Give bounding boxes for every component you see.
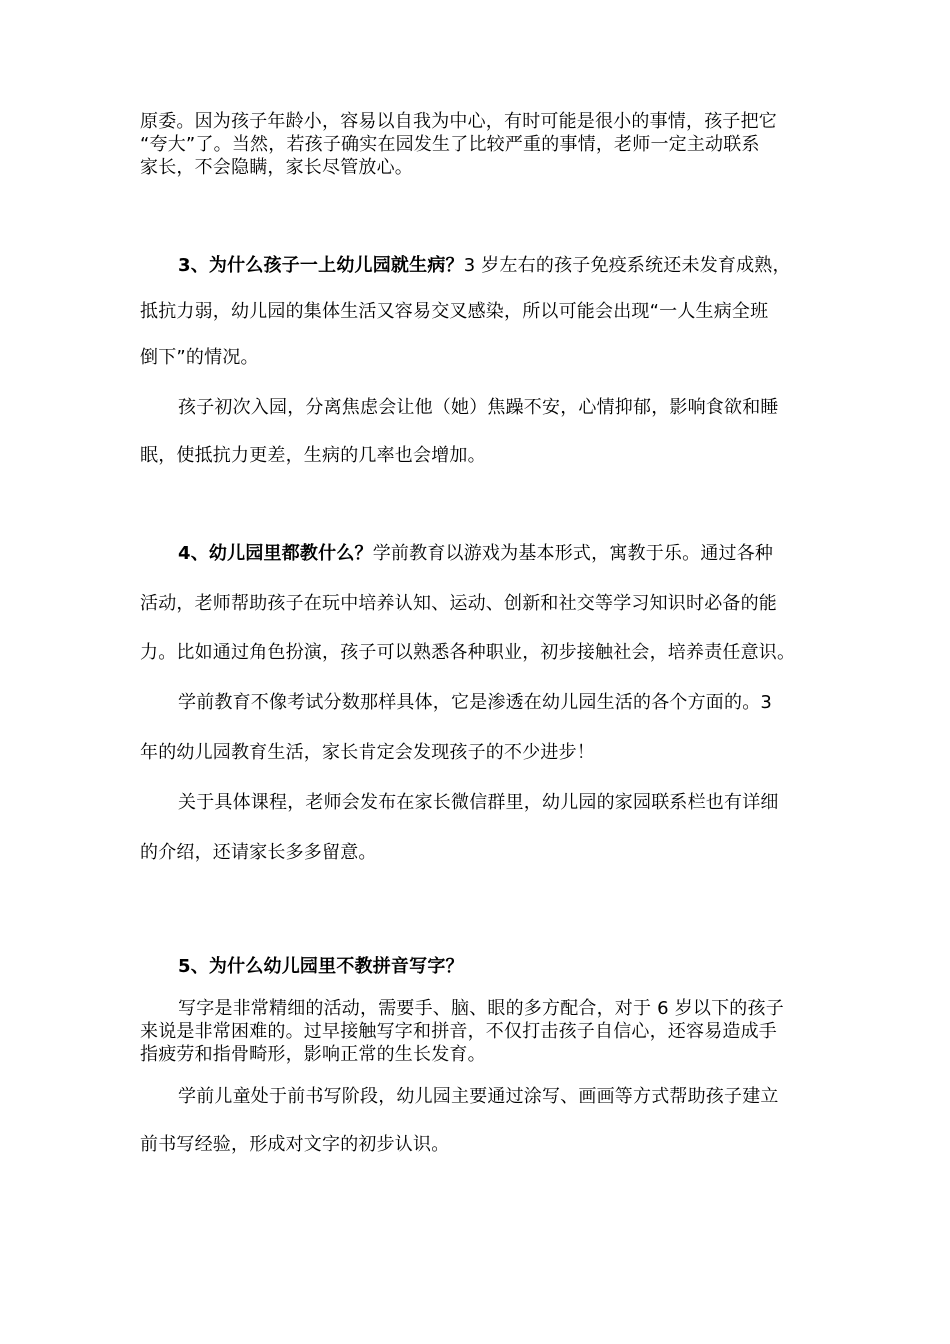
paragraph-line: 的介绍，还请家长多多留意。: [140, 842, 377, 863]
section-5-question: 5、为什么幼儿园里不教拼音写字？: [178, 956, 464, 977]
paragraph-line: 关于具体课程，老师会发布在家长微信群里，幼儿园的家园联系栏也有详细: [178, 792, 779, 813]
paragraph-line: “夸大”了。当然，若孩子确实在园发生了比较严重的事情，老师一定主动联系: [140, 134, 760, 155]
paragraph-line: 孩子初次入园，分离焦虑会让他（她）焦躁不安，心情抑郁，影响食欲和睡: [178, 397, 779, 418]
section-4-question: 4、幼儿园里都教什么？: [178, 543, 373, 564]
section-3-heading-line: 3、为什么孩子一上幼儿园就生病？3 岁左右的孩子免疫系统还未发育成熟，: [178, 255, 791, 276]
section-5-heading-line: [178, 955, 464, 979]
paragraph-line: 活动，老师帮助孩子在玩中培养认知、运动、创新和社交等学习知识时必备的能: [140, 593, 777, 614]
paragraph-line: 年的幼儿园教育生活，家长肯定会发现孩子的不少进步！: [140, 742, 595, 763]
paragraph-line: 来说是非常困难的。过早接触写字和拼音，不仅打击孩子自信心，还容易造成手: [140, 1021, 777, 1042]
section-3-question: 3、为什么孩子一上幼儿园就生病？: [178, 255, 464, 276]
paragraph-line: 学前儿童处于前书写阶段，幼儿园主要通过涂写、画画等方式帮助孩子建立: [178, 1086, 779, 1107]
paragraph-line: 力。比如通过角色扮演，孩子可以熟悉各种职业，初步接触社会，培养责任意识。: [140, 642, 796, 663]
paragraph-line: 原委。因为孩子年龄小，容易以自我为中心，有时可能是很小的事情，孩子把它: [140, 111, 777, 132]
paragraph-line: 写字是非常精细的活动，需要手、脑、眼的多方配合，对于 6 岁以下的孩子: [178, 998, 784, 1019]
paragraph-line: 抵抗力弱，幼儿园的集体生活又容易交叉感染，所以可能会出现“一人生病全班: [140, 301, 769, 322]
paragraph-line: 指疲劳和指骨畸形，影响正常的生长发育。: [140, 1044, 486, 1065]
paragraph-line: 眠，使抵抗力更差，生病的几率也会增加。: [140, 445, 486, 466]
paragraph-line: 学前教育不像考试分数那样具体，它是渗透在幼儿园生活的各个方面的。3: [178, 692, 773, 713]
paragraph-line: 倒下”的情况。: [140, 347, 259, 368]
paragraph-line: 家长，不会隐瞒，家长尽管放心。: [140, 157, 413, 178]
paragraph-line: 前书写经验，形成对文字的初步认识。: [140, 1134, 450, 1155]
section-4-heading-line: 4、幼儿园里都教什么？学前教育以游戏为基本形式，寓教于乐。通过各种: [178, 543, 774, 564]
